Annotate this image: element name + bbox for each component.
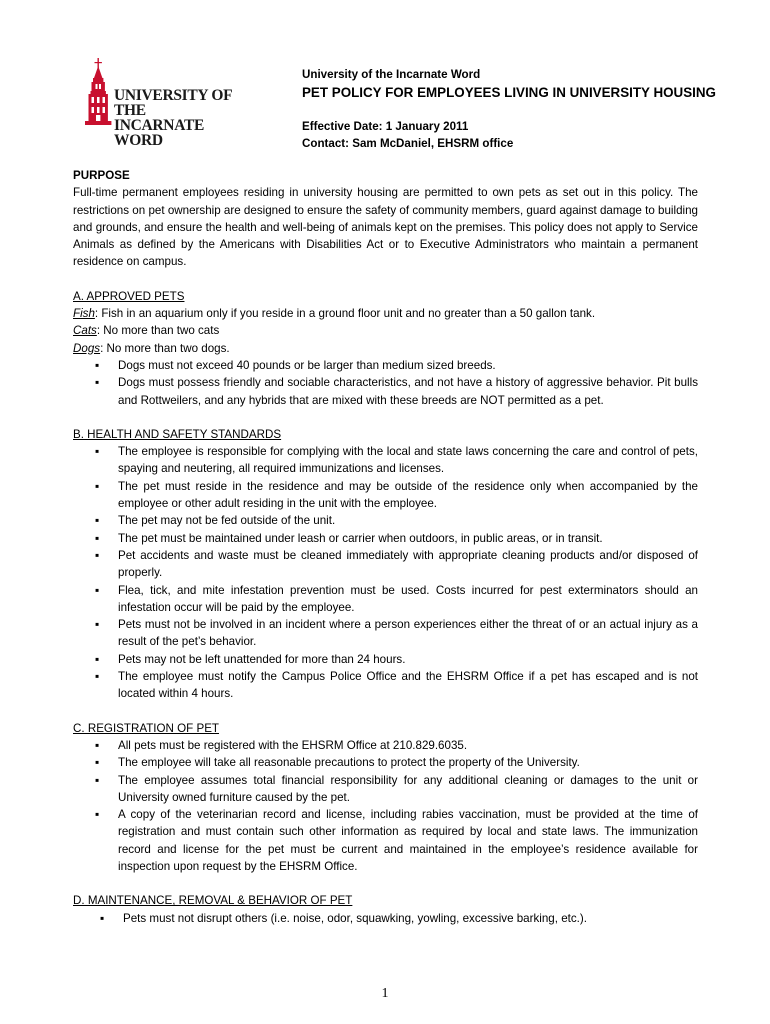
section-a-heading: A. APPROVED PETS bbox=[73, 289, 185, 303]
purpose-text: Full-time permanent employees residing in university housing are permitted to own pets as set out in this policy. The restrictions on pet ownership are designed to ensure the safety of community members, guard against damage to building and grounds, and ensure the health and well-being of animals kept on the premises. This policy does not apply to Service Animals as defined by the Americans with Disabilities Act or to Executive Administrators who maintain a permanent residence on campus. bbox=[73, 186, 698, 269]
fish-text: : Fish in an aquarium only if you reside in a ground floor unit and no greater than a 50 gallon tank. bbox=[94, 307, 596, 321]
section-d-heading: D. MAINTENANCE, REMOVAL & BEHAVIOR OF PET bbox=[73, 894, 353, 908]
cats-text: : No more than two cats bbox=[96, 324, 220, 338]
list-item: ▪ The pet must be maintained under leash or carrier when outdoors, in public areas, or in transit. bbox=[73, 530, 698, 547]
list-item: ▪ A copy of the veterinarian record and license, including rabies vaccination, must be provided at the time of registration and must contain such other information as required by local and state laws. The immunization record and license for the pet must be current and maintained in the employee’s residence available for inspection upon request by the EHSRM Office. bbox=[73, 806, 698, 875]
list-item: ▪ The employee is responsible for complying with the local and state laws concerning the care and control of pets, spaying and neutering, all required immunizations and licenses. bbox=[73, 443, 698, 478]
list-item: ▪ Pet accidents and waste must be cleaned immediately with appropriate cleaning products and/or disposed of properly. bbox=[73, 547, 698, 582]
contact: Contact: Sam McDaniel, EHSRM office bbox=[302, 137, 514, 151]
list-item: ▪ Pets may not be left unattended for more than 24 hours. bbox=[73, 651, 698, 668]
document-meta bbox=[302, 118, 722, 153]
section-c-heading: C. REGISTRATION OF PET bbox=[73, 721, 220, 735]
purpose-heading: PURPOSE bbox=[73, 169, 130, 182]
effective-date: Effective Date: 1 January 2011 bbox=[302, 120, 469, 133]
tower-icon bbox=[82, 58, 116, 128]
list-item: ▪ The pet may not be fed outside of the unit. bbox=[73, 512, 698, 529]
list-item: ▪ Dogs must possess friendly and sociable characteristics, and not have a history of aggressive behavior. Pit bulls and Rottweilers, and any hybrids that are mixed with these breeds are NOT permitted as a pet. bbox=[73, 374, 698, 409]
cats-rule bbox=[73, 322, 698, 339]
document-title: PET POLICY FOR EMPLOYEES LIVING IN UNIVERSITY HOUSING bbox=[302, 85, 716, 100]
list-item: ▪ The employee must notify the Campus Police Office and the EHSRM Office if a pet has escaped and is not located within 4 hours. bbox=[73, 668, 698, 703]
list-item: ▪ The pet must reside in the residence and may be outside of the residence only when accompanied by the employee or other adult residing in the unit with the employee. bbox=[73, 478, 698, 513]
fish-label: Fish bbox=[73, 307, 95, 321]
cats-label: Cats bbox=[73, 324, 97, 338]
list-item: ▪ The employee will take all reasonable precautions to protect the property of the University. bbox=[73, 754, 698, 771]
registration-section bbox=[73, 720, 698, 876]
maintenance-list bbox=[73, 910, 698, 927]
list-item: ▪ Pets must not disrupt others (i.e. noise, odor, squawking, yowling, excessive barking, etc.). bbox=[73, 910, 698, 927]
logo-wordmark bbox=[114, 88, 252, 148]
dogs-label: Dogs bbox=[73, 341, 101, 355]
logo-line-2: INCARNATE WORD bbox=[114, 117, 205, 149]
document-header bbox=[302, 66, 722, 153]
list-item: ▪ Dogs must not exceed 40 pounds or be larger than medium sized breeds. bbox=[73, 357, 698, 374]
dog-rules-list bbox=[73, 357, 698, 409]
organization-name: University of the Incarnate Word bbox=[302, 68, 481, 81]
registration-list bbox=[73, 737, 698, 875]
list-item: ▪ All pets must be registered with the EHSRM Office at 210.829.6035. bbox=[73, 737, 698, 754]
document-body bbox=[73, 167, 698, 927]
section-b-heading: B. HEALTH AND SAFETY STANDARDS bbox=[73, 427, 282, 441]
list-item: ▪ The employee assumes total financial responsibility for any additional cleaning or damages to the unit or University owned furniture caused by the pet. bbox=[73, 772, 698, 807]
university-logo bbox=[82, 58, 252, 149]
health-safety-list bbox=[73, 443, 698, 702]
fish-rule bbox=[73, 305, 698, 322]
approved-pets-section bbox=[73, 288, 698, 409]
purpose-section bbox=[73, 167, 698, 271]
health-safety-section bbox=[73, 426, 698, 703]
logo-line-1: UNIVERSITY OF THE bbox=[114, 87, 232, 119]
maintenance-section bbox=[73, 892, 698, 927]
dogs-text: : No more than two dogs. bbox=[100, 341, 230, 355]
list-item: ▪ Flea, tick, and mite infestation prevention must be used. Costs incurred for pest exterminators should an infestation occur will be paid by the employee. bbox=[73, 582, 698, 617]
page-number: 1 bbox=[381, 986, 389, 1001]
dogs-rule bbox=[73, 340, 698, 357]
list-item: ▪ Pets must not be involved in an incident where a person experiences either the threat of or an actual injury as a result of the pet’s behavior. bbox=[73, 616, 698, 651]
